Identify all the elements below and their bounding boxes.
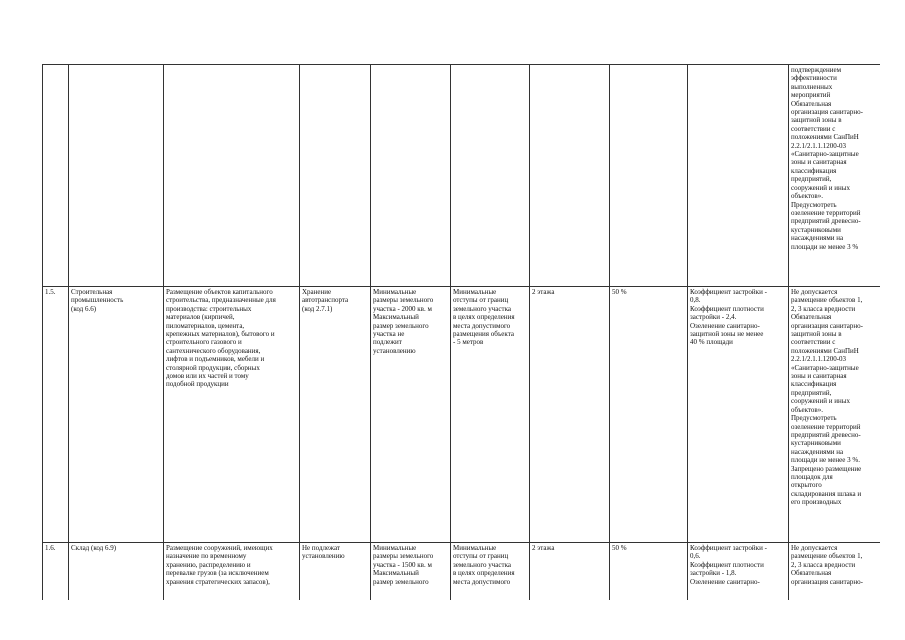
coefficients: Коэффициент застройки - 0,8. Коэффициент плотности застройки - 2,4. Озеленение санитарно- защитной зоны не менее 40 % площади xyxy=(690,288,767,347)
cell-coverage xyxy=(610,65,688,287)
table-row xyxy=(43,65,881,287)
cell-description xyxy=(164,65,300,287)
max-floors: 2 этажа xyxy=(532,288,555,296)
cell-coverage xyxy=(610,287,688,543)
cell-description xyxy=(164,543,300,601)
cell-floors xyxy=(530,65,610,287)
max-coverage: 50 % xyxy=(612,288,627,296)
cell-coefficients xyxy=(688,287,789,543)
use-description: Размещение сооружений, имеющих назначение по временному хранению, распределению и перевалке грузов (за исключением хранения стратегических запасов), xyxy=(166,544,273,586)
restrictions: подтверждением эффективности выполненных мероприятий Обязательная организация санитарно- защитной зоны в соответствии с положениями СанПиН 2.2.1/2.1.1.1200-03 «Санитарно-защитные зоны и санитарная классификация предприятий, сооружений и иных объектов». Предусмотреть озеленение территорий предприятий древесно- кустарниковыми насаждениями на площади не менее 3 % xyxy=(791,66,863,251)
auxiliary-use: Не подлежат установлению xyxy=(302,544,345,561)
cell-plot-size xyxy=(371,287,451,543)
cell-plot-size xyxy=(371,543,451,601)
cell-number xyxy=(43,543,69,601)
cell-coverage xyxy=(610,543,688,601)
restrictions: Не допускается размещение объектов 1, 2, 3 класса вредности Обязательная организация санитарно- защитной зоны в соответствии с положениями СанПиН 2.2.1/2.1.1.1200-03 «Санитарно-защитные зоны и санитарная классификация предприятий, сооружений и иных объектов». Предусмотреть озеленение территорий предприятий древесно- кустарниковыми насаждениями на площади не менее 3 %. Запрещено размещение площадок для открытого складирования шлака и его производных xyxy=(791,288,863,507)
cell-coefficients xyxy=(688,65,789,287)
cell-auxiliary-use xyxy=(300,543,371,601)
use-name: Склад (код 6.9) xyxy=(71,544,117,552)
document-page xyxy=(42,64,880,600)
cell-number xyxy=(43,287,69,543)
plot-size: Минимальные размеры земельного участка - 1500 кв. м Максимальный размер земельного xyxy=(373,544,434,586)
cell-auxiliary-use xyxy=(300,287,371,543)
setbacks: Минимальные отступы от границ земельного участка в целях определения места допустимого размещения объекта - 5 метров xyxy=(453,288,515,347)
cell-use-name xyxy=(69,287,164,543)
cell-setbacks xyxy=(451,65,530,287)
cell-number xyxy=(43,65,69,287)
cell-coefficients xyxy=(688,543,789,601)
restrictions: Не допускается размещение объектов 1, 2, 3 класса вредности Обязательная организация санитарно- xyxy=(791,544,863,586)
cell-setbacks xyxy=(451,543,530,601)
auxiliary-use: Хранение автотранспорта (код 2.7.1) xyxy=(302,288,349,313)
cell-use-name xyxy=(69,543,164,601)
cell-use-name xyxy=(69,65,164,287)
table-row xyxy=(43,287,881,543)
row-number: 1.5. xyxy=(45,288,56,296)
cell-restrictions xyxy=(789,543,881,601)
coefficients: Коэффициент застройки - 0,6. Коэффициент плотности застройки - 1,8. Озеленение санитарно- xyxy=(690,544,767,586)
cell-restrictions xyxy=(789,287,881,543)
table-row xyxy=(43,543,881,601)
max-floors: 2 этажа xyxy=(532,544,555,552)
zoning-regulations-table xyxy=(42,64,880,600)
cell-description xyxy=(164,287,300,543)
row-number: 1.6. xyxy=(45,544,56,552)
cell-restrictions xyxy=(789,65,881,287)
cell-setbacks xyxy=(451,287,530,543)
use-name: Строительная промышленность (код 6.6) xyxy=(71,288,124,313)
cell-floors xyxy=(530,287,610,543)
plot-size: Минимальные размеры земельного участка - 2000 кв. м Максимальный размер земельного участка не подлежит установлению xyxy=(373,288,434,355)
setbacks: Минимальные отступы от границ земельного участка в целях определения места допустимого xyxy=(453,544,515,586)
cell-floors xyxy=(530,543,610,601)
max-coverage: 50 % xyxy=(612,544,627,552)
cell-auxiliary-use xyxy=(300,65,371,287)
cell-plot-size xyxy=(371,65,451,287)
use-description: Размещение объектов капитального строительства, предназначенные для производства: строительных материалов (кирпичей, пиломатериалов, цемента, крепежных материалов), бытового и строительного газового и сантехнического оборудования, лифтов и подъемников, мебели и столярной продукции, сборных домов или их частей и тому подобной продукции xyxy=(166,288,276,389)
